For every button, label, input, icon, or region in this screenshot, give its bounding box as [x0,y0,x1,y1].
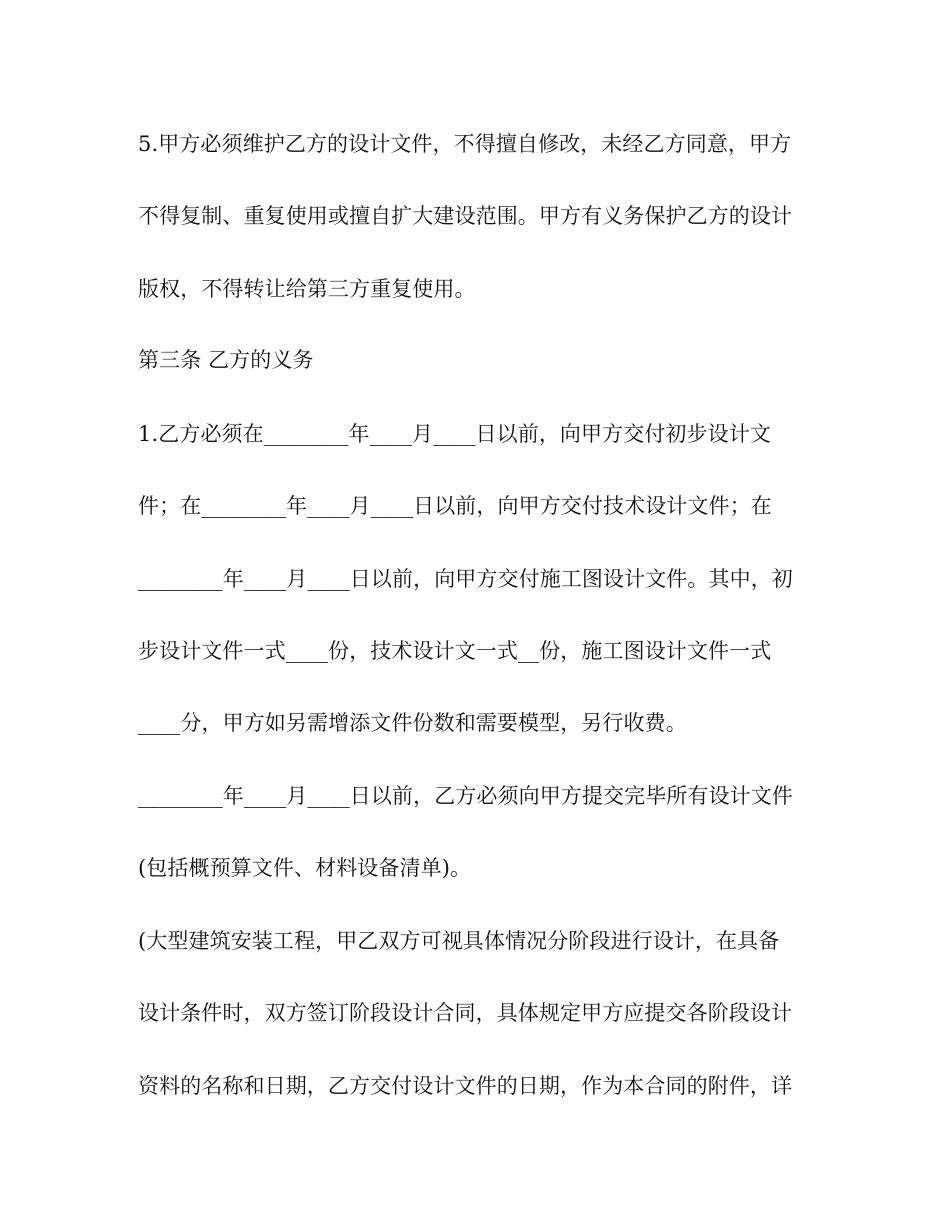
paragraph-line: 版权，不得转让给第三方重复使用。 [138,277,476,301]
paragraph-line: 不得复制、重复使用或擅自扩大建设范围。甲方有义务保护乙方的设计 [138,204,793,228]
paragraph-line: (包括概预算文件、材料设备清单)。 [138,856,472,880]
paragraph-line: 1.乙方必须在________年____月____日以前，向甲方交付初步设计文 [138,422,771,446]
paragraph-line: 资料的名称和日期，乙方交付设计文件的日期，作为本合同的附件，详 [138,1074,793,1098]
paragraph-line: 设计条件时，双方签订阶段设计合同，具体规定甲方应提交各阶段设计 [138,1001,793,1025]
paragraph-line: (大型建筑安装工程，甲乙双方可视具体情况分阶段进行设计，在具备 [138,929,780,953]
paragraph-line: 件；在________年____月____日以前，向甲方交付技术设计文件；在 [138,494,772,518]
section-heading: 第三条 乙方的义务 [138,348,314,372]
paragraph-line: ____分，甲方如另需增添文件份数和需要模型，另行收费。 [138,711,687,735]
paragraph-line: ________年____月____日以前，乙方必须向甲方提交完毕所有设计文件 [138,784,793,808]
paragraph-line: 步设计文件一式____份，技术设计文一式__份，施工图设计文件一式 [138,639,772,663]
paragraph-line: 5.甲方必须维护乙方的设计文件，不得擅自修改，未经乙方同意，甲方 [138,132,792,156]
paragraph-line: ________年____月____日以前，向甲方交付施工图设计文件。其中，初 [138,567,793,591]
